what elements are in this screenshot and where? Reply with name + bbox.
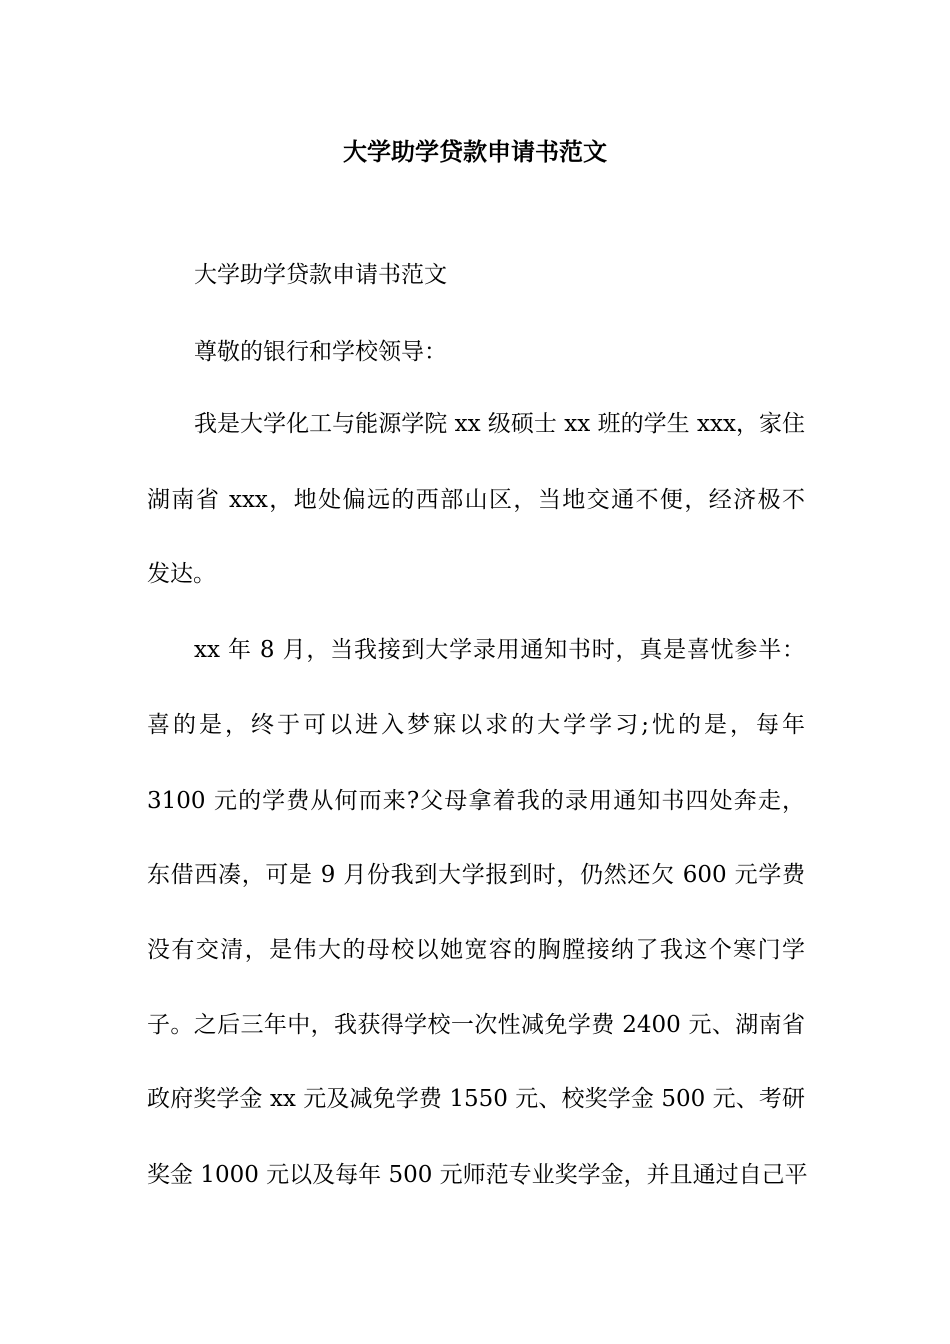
document-title: 大学助学贷款申请书范文 bbox=[343, 137, 607, 166]
text-line: xx 年 8 月，当我接到大学录用通知书时，真是喜忧参半： bbox=[194, 637, 805, 663]
text-line: 没有交清，是伟大的母校以她宽容的胸膛接纳了我这个寒门学 bbox=[147, 937, 805, 963]
text-line: 尊敬的银行和学校领导： bbox=[194, 339, 447, 365]
text-line: 奖金 1000 元以及每年 500 元师范专业奖学金，并且通过自己平 bbox=[147, 1162, 808, 1188]
text-line: 政府奖学金 xx 元及减免学费 1550 元、校奖学金 500 元、考研 bbox=[147, 1086, 805, 1112]
text-line: 我是大学化工与能源学院 xx 级硕士 xx 班的学生 xxx，家住 bbox=[194, 411, 805, 437]
text-line: 湖南省 xxx，地处偏远的西部山区，当地交通不便，经济极不 bbox=[147, 487, 805, 513]
text-line: 发达。 bbox=[147, 561, 216, 587]
text-line: 大学助学贷款申请书范文 bbox=[194, 262, 447, 288]
text-line: 喜的是，终于可以进入梦寐以求的大学学习;忧的是，每年 bbox=[147, 712, 805, 738]
text-line: 3100 元的学费从何而来?父母拿着我的录用通知书四处奔走， bbox=[147, 788, 805, 814]
text-line: 东借西凑，可是 9 月份我到大学报到时，仍然还欠 600 元学费 bbox=[147, 862, 805, 888]
text-line: 子。之后三年中，我获得学校一次性减免学费 2400 元、湖南省 bbox=[147, 1012, 805, 1038]
